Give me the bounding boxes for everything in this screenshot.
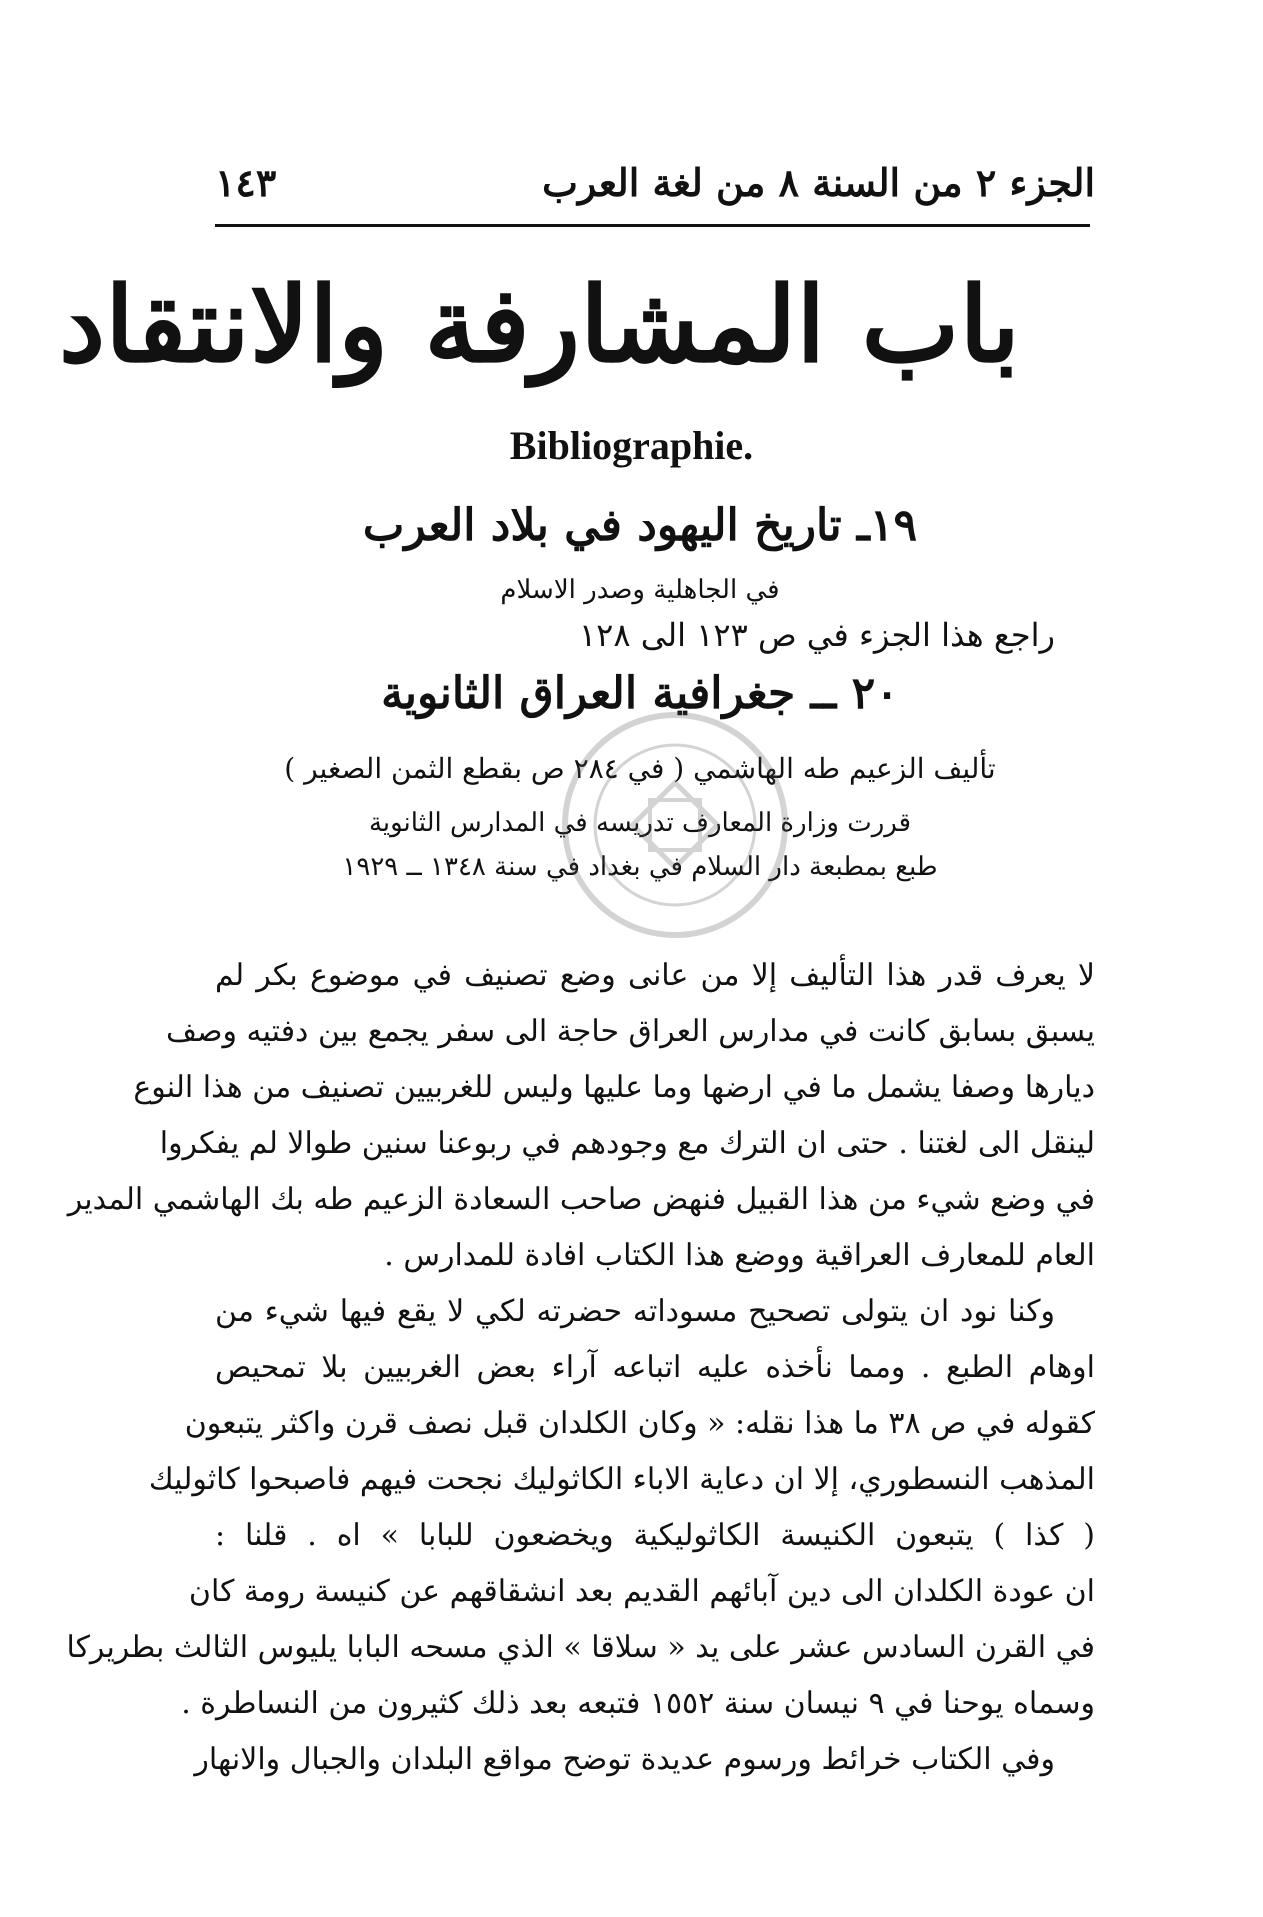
body-line: ( كذا ) يتبعون الكنيسة الكاثوليكية ويخضعون للبابا » اه . قلنا : bbox=[215, 1518, 1095, 1553]
body-line: وفي الكتاب خرائط ورسوم عديدة توضح مواقع البلدان والجبال والانهار bbox=[194, 1742, 1055, 1777]
section-subtitle: Bibliographie. bbox=[509, 423, 754, 468]
section-title: باب المشارفة والانتقاد bbox=[58, 263, 1020, 386]
body-line: اوهام الطبع . ومما نأخذه عليه اتباعه آراء بعض الغربيين بلا تمحيص bbox=[215, 1350, 1095, 1385]
entry-19-title: ١٩ـ تاريخ اليهود في بلاد العرب bbox=[362, 500, 918, 551]
library-stamp-watermark bbox=[555, 705, 795, 945]
entry-20-approval-line: قررت وزارة المعارف تدريسه في المدارس الثانوية bbox=[368, 808, 912, 838]
body-line: لينقل الى لغتنا . حتى ان الترك مع وجودهم في ربوعنا سنين طوالا لم يفكروا bbox=[159, 1126, 1095, 1161]
header-rule bbox=[215, 224, 1090, 227]
entry-19-reference: راجع هذا الجزء في ص ١٢٣ الى ١٢٨ bbox=[578, 616, 1055, 654]
body-line: وسماه يوحنا في ٩ نيسان سنة ١٥٥٢ فتبعه بعد ذلك كثيرون من النساطرة . bbox=[181, 1686, 1095, 1721]
running-header bbox=[215, 160, 1095, 212]
running-title: الجزء ٢ من السنة ٨ من لغة العرب bbox=[542, 160, 1095, 205]
body-line: في القرن السادس عشر على يد « سلاقا » الذي مسحه البابا يليوس الثالث بطريركا bbox=[66, 1630, 1095, 1665]
body-line: ديارها وصفا يشمل ما في ارضها وما عليها وليس للغربيين تصنيف من هذا النوع bbox=[133, 1070, 1095, 1105]
review-body bbox=[66, 948, 1095, 1788]
body-line: العام للمعارف العراقية ووضع هذا الكتاب افادة للمدارس . bbox=[384, 1238, 1095, 1273]
body-line: كقوله في ص ٣٨ ما هذا نقله: « وكان الكلدان قبل نصف قرن واكثر يتبعون bbox=[184, 1406, 1095, 1441]
body-line: المذهب النسطوري، إلا ان دعاية الاباء الكاثوليك نجحت فيهم فاصبحوا كاثوليك bbox=[148, 1462, 1095, 1497]
page-number: ١٤٣ bbox=[215, 160, 277, 205]
body-line: وكنا نود ان يتولى تصحيح مسوداته حضرته لكي لا يقع فيها شيء من bbox=[215, 1294, 1055, 1329]
body-line: ان عودة الكلدان الى دين آبائهم القديم بعد انشقاقهم عن كنيسة رومة كان bbox=[188, 1574, 1095, 1609]
body-line: لا يعرف قدر هذا التأليف إلا من عانى وضع تصنيف في موضوع بكر لم bbox=[215, 958, 1095, 993]
entry-20-print-line: طبع بمطبعة دار السلام في بغداد في سنة ١٣٤٨ ــ ١٩٢٩ bbox=[342, 852, 938, 882]
body-line: يسبق بسابق كانت في مدارس العراق حاجة الى سفر يجمع بين دفتيه وصف bbox=[165, 1014, 1095, 1049]
entry-19-subtitle: في الجاهلية وصدر الاسلام bbox=[500, 575, 780, 605]
entry-20-author-line: تأليف الزعيم طه الهاشمي ( في ٢٨٤ ص بقطع الثمن الصغير ) bbox=[284, 752, 996, 785]
entry-20-title: ٢٠ ــ جغرافية العراق الثانوية bbox=[381, 668, 899, 719]
body-line: في وضع شيء من هذا القبيل فنهض صاحب السعادة الزعيم طه بك الهاشمي المدير bbox=[67, 1182, 1095, 1217]
